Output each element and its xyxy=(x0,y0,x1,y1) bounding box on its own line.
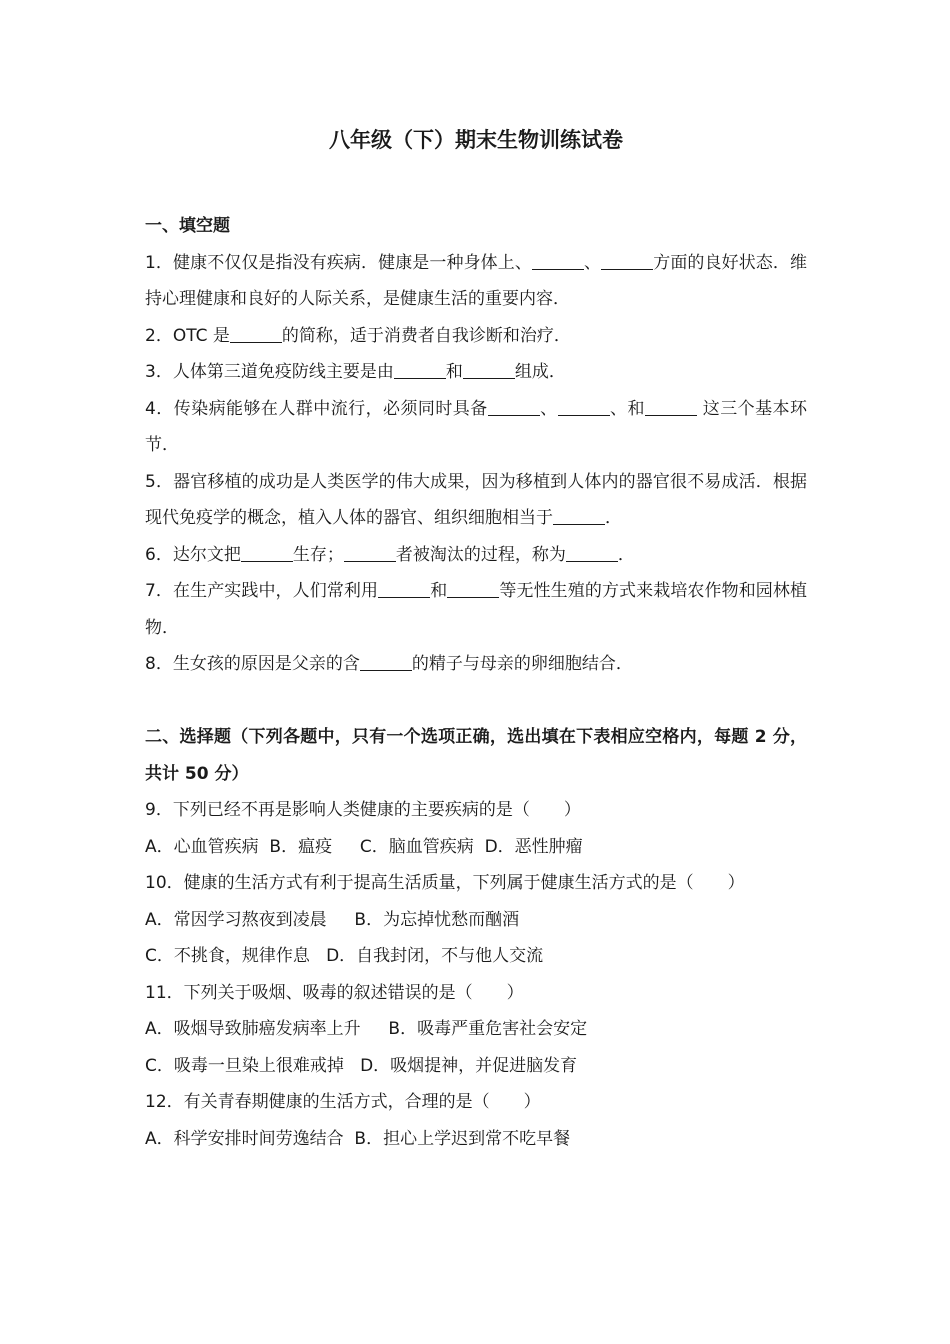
question-11-stem: 11．下列关于吸烟、吸毒的叙述错误的是（ ） xyxy=(145,982,524,1003)
answer-blank[interactable] xyxy=(553,507,605,525)
answer-blank[interactable] xyxy=(230,325,282,343)
question-text: 的精子与母亲的卵细胞结合． xyxy=(411,654,633,674)
answer-blank[interactable] xyxy=(463,361,515,379)
answer-blank[interactable] xyxy=(558,398,610,416)
question-6 xyxy=(145,537,807,574)
question-8 xyxy=(145,646,807,683)
question-text: 5．器官移植的成功是人类医学的伟大成果，因为移植到人体内的器官很不易成活．根据现代免疫学的概念，植入人体的器官、组织细胞相当于 xyxy=(145,471,807,528)
section-heading-fill-in: 一、填空题 xyxy=(145,216,230,236)
question-12-options-row-1: A．科学安排时间劳逸结合 B．担心上学迟到常不吃早餐 xyxy=(145,1128,571,1149)
answer-blank[interactable] xyxy=(488,398,540,416)
question-text: 这三个基本环节． xyxy=(145,398,808,455)
answer-blank[interactable] xyxy=(394,361,446,379)
answer-blank[interactable] xyxy=(645,398,697,416)
question-11-options-row-2: C．吸毒一旦染上很难戒掉 D．吸烟提神，并促进脑发育 xyxy=(145,1055,578,1076)
question-11-options-row-1: A．吸烟导致肺癌发病率上升 B．吸毒严重危害社会安定 xyxy=(145,1019,588,1039)
question-5 xyxy=(145,464,807,537)
exam-page xyxy=(145,118,807,1157)
question-text: 2．OTC 是 xyxy=(145,325,230,346)
question-10-stem: 10．健康的生活方式有利于提高生活质量，下列属于健康生活方式的是（ ） xyxy=(145,873,745,893)
question-2 xyxy=(145,318,807,355)
question-text: 的简称，适于消费者自我诊断和治疗． xyxy=(281,325,571,346)
question-text: 、 xyxy=(539,398,558,419)
question-text: 、和 xyxy=(609,398,645,419)
question-text: 8．生女孩的原因是父亲的含 xyxy=(145,654,360,674)
question-1 xyxy=(145,245,807,318)
question-text: 和 xyxy=(430,581,448,601)
question-9-options: A．心血管疾病 B．瘟疫 C．脑血管疾病 D．恶性肿瘤 xyxy=(145,836,583,857)
answer-blank[interactable] xyxy=(566,544,618,562)
question-text: 生存； xyxy=(292,544,344,565)
answer-blank[interactable] xyxy=(532,252,584,270)
question-text: 、 xyxy=(583,252,602,273)
question-text: 方面的良好状态．维持心理健康和良好的人际关系，是健康生活的重要内容． xyxy=(145,252,807,309)
question-text: ． xyxy=(617,544,635,565)
question-10-options-row-1: A．常因学习熬夜到凌晨 B．为忘掉忧愁而酗酒 xyxy=(145,909,520,930)
section-spacer xyxy=(145,683,807,720)
answer-blank[interactable] xyxy=(360,653,412,671)
question-12-stem: 12．有关青春期健康的生活方式，合理的是（ ） xyxy=(145,1092,541,1112)
answer-blank[interactable] xyxy=(601,252,653,270)
question-text: 等无性生殖的方式来栽培农作物和园林植物． xyxy=(145,581,807,638)
answer-blank[interactable] xyxy=(378,580,430,598)
question-10-options-row-2: C．不挑食，规律作息 D．自我封闭，不与他人交流 xyxy=(145,946,544,966)
answer-blank[interactable] xyxy=(344,544,396,562)
page-title: 八年级（下）期末生物训练试卷 xyxy=(329,128,623,152)
question-text: 7．在生产实践中，人们常利用 xyxy=(145,581,379,601)
answer-blank[interactable] xyxy=(241,544,293,562)
question-text: 者被淘汰的过程，称为 xyxy=(395,544,566,565)
question-text: 6．达尔文把 xyxy=(145,544,241,565)
answer-blank[interactable] xyxy=(447,580,499,598)
question-7 xyxy=(145,573,807,646)
question-text: 3．人体第三道免疫防线主要是由 xyxy=(145,362,394,382)
question-text: 和 xyxy=(445,362,463,382)
question-3 xyxy=(145,354,807,391)
question-text: ． xyxy=(605,508,622,528)
question-4 xyxy=(145,391,807,464)
question-9-stem: 9．下列已经不再是影响人类健康的主要疾病的是（ ） xyxy=(145,800,581,820)
question-text: 4．传染病能够在人群中流行，必须同时具备 xyxy=(145,398,488,419)
question-text: 组成． xyxy=(514,362,566,382)
section-heading-multiple-choice: 二、选择题（下列各题中，只有一个选项正确，选出填在下表相应空格内，每题 2 分，共计 50 分） xyxy=(145,727,807,784)
question-text: 1．健康不仅仅是指没有疾病．健康是一种身体上、 xyxy=(145,252,532,273)
